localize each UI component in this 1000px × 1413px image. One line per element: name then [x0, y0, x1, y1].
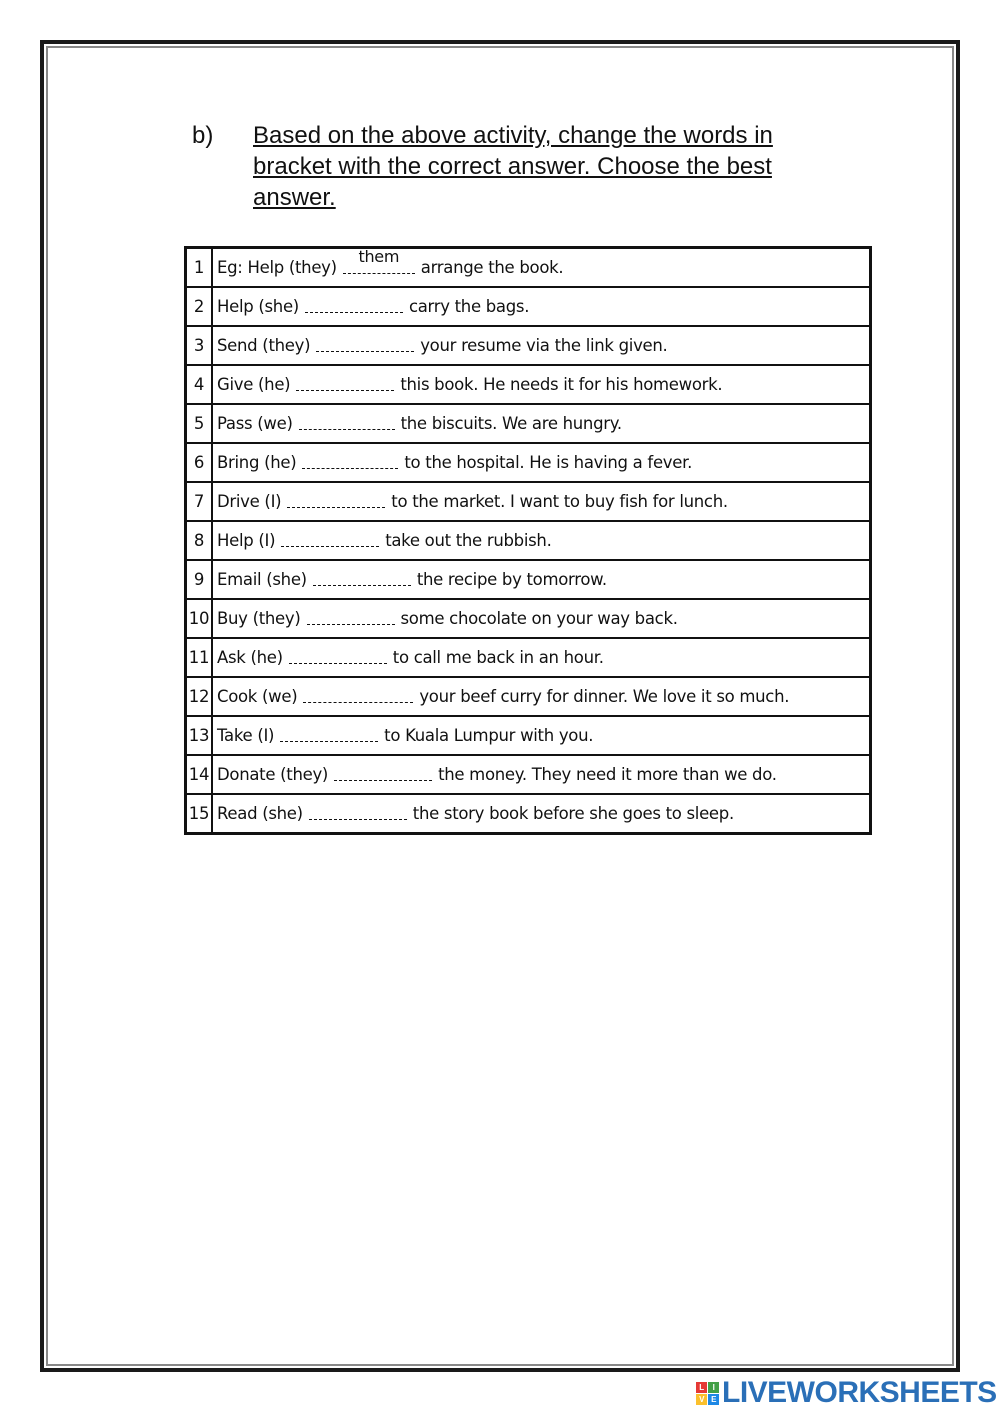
question-continuation: the biscuits. We are hungry. [400, 414, 622, 433]
row-question [212, 326, 871, 365]
row-question [212, 794, 871, 834]
answer-blank[interactable] [281, 532, 379, 547]
question-prompt: Send (they) [217, 336, 311, 355]
question-prompt: Email (she) [217, 570, 307, 589]
question-continuation: the money. They need it more than we do. [438, 765, 777, 784]
liveworksheets-logo-icon [696, 1382, 719, 1405]
row-question [212, 755, 871, 794]
table-row [186, 794, 871, 834]
answer-blank[interactable] [334, 766, 432, 781]
table-row [186, 755, 871, 794]
row-number: 2 [186, 287, 213, 326]
table-row [186, 716, 871, 755]
row-number: 8 [186, 521, 213, 560]
question-continuation: this book. He needs it for his homework. [400, 375, 723, 394]
question-continuation: carry the bags. [408, 297, 530, 316]
answer-blank[interactable] [296, 376, 394, 391]
row-number: 7 [186, 482, 213, 521]
row-question [212, 482, 871, 521]
row-question [212, 716, 871, 755]
question-prompt: Read (she) [217, 804, 303, 823]
row-question [212, 638, 871, 677]
table-row [186, 287, 871, 326]
question-continuation: to the market. I want to buy fish for lunch. [391, 492, 728, 511]
answer-blank[interactable] [302, 454, 398, 469]
logo-mark-square: L [696, 1382, 707, 1393]
row-number: 14 [186, 755, 213, 794]
question-prompt: Ask (he) [217, 648, 283, 667]
question-prompt: Help (she) [217, 297, 299, 316]
logo-mark-square: E [708, 1394, 719, 1405]
logo-mark-square: I [708, 1382, 719, 1393]
row-number: 6 [186, 443, 213, 482]
answer-blank[interactable] [280, 727, 378, 742]
table-row [186, 443, 871, 482]
table-row [186, 482, 871, 521]
table-row [186, 521, 871, 560]
answer-blank[interactable] [299, 415, 395, 430]
logo-mark-square: V [696, 1394, 707, 1405]
question-prompt: Cook (we) [217, 687, 298, 706]
question-continuation: to call me back in an hour. [392, 648, 604, 667]
row-number: 1 [186, 248, 213, 288]
answer-blank[interactable] [305, 298, 403, 313]
answer-blank[interactable] [287, 493, 385, 508]
exercise-table [184, 246, 872, 835]
row-number: 15 [186, 794, 213, 834]
instruction-text: Based on the above activity, change the words in bracket with the correct answer. Choose the best answer. [253, 122, 773, 211]
answer-text: them [358, 247, 400, 266]
question-prompt: Eg: Help (they) [217, 258, 337, 277]
row-question [212, 248, 871, 288]
question-continuation: to Kuala Lumpur with you. [384, 726, 594, 745]
liveworksheets-logo [696, 1376, 997, 1410]
table-row [186, 326, 871, 365]
question-continuation: your beef curry for dinner. We love it so much. [419, 687, 790, 706]
question-continuation: arrange the book. [420, 258, 564, 277]
question-continuation: some chocolate on your way back. [400, 609, 678, 628]
question-prompt: Pass (we) [217, 414, 293, 433]
table-row [186, 638, 871, 677]
row-question [212, 677, 871, 716]
row-number: 4 [186, 365, 213, 404]
row-question [212, 521, 871, 560]
row-question [212, 443, 871, 482]
logo-text: LIVEWORKSHEETS [722, 1376, 997, 1409]
question-continuation: to the hospital. He is having a fever. [404, 453, 693, 472]
answer-blank[interactable] [303, 688, 413, 703]
question-continuation: the story book before she goes to sleep. [412, 804, 734, 823]
table-row [186, 560, 871, 599]
table-row [186, 404, 871, 443]
answer-blank[interactable] [289, 649, 387, 664]
question-prompt: Give (he) [217, 375, 291, 394]
row-number: 3 [186, 326, 213, 365]
row-number: 5 [186, 404, 213, 443]
answer-blank[interactable] [309, 805, 407, 820]
question-prompt: Buy (they) [217, 609, 301, 628]
row-number: 9 [186, 560, 213, 599]
question-continuation: your resume via the link given. [420, 336, 668, 355]
row-number: 13 [186, 716, 213, 755]
table-row [186, 599, 871, 638]
question-prompt: Take (I) [217, 726, 275, 745]
row-question [212, 287, 871, 326]
answer-blank[interactable] [316, 337, 414, 352]
question-prompt: Donate (they) [217, 765, 329, 784]
row-question [212, 560, 871, 599]
answer-blank[interactable] [307, 610, 395, 625]
row-number: 11 [186, 638, 213, 677]
table-row [186, 677, 871, 716]
question-prompt: Drive (I) [217, 492, 282, 511]
row-number: 12 [186, 677, 213, 716]
row-question [212, 599, 871, 638]
question-continuation: take out the rubbish. [385, 531, 552, 550]
answer-blank[interactable] [313, 571, 411, 586]
row-number: 10 [186, 599, 213, 638]
answer-blank[interactable] [343, 247, 415, 274]
question-continuation: the recipe by tomorrow. [416, 570, 607, 589]
table-row [186, 248, 871, 288]
table-row [186, 365, 871, 404]
question-prompt: Bring (he) [217, 453, 297, 472]
row-question [212, 365, 871, 404]
row-question [212, 404, 871, 443]
question-prompt: Help (I) [217, 531, 276, 550]
instruction-marker: b) [192, 122, 214, 149]
